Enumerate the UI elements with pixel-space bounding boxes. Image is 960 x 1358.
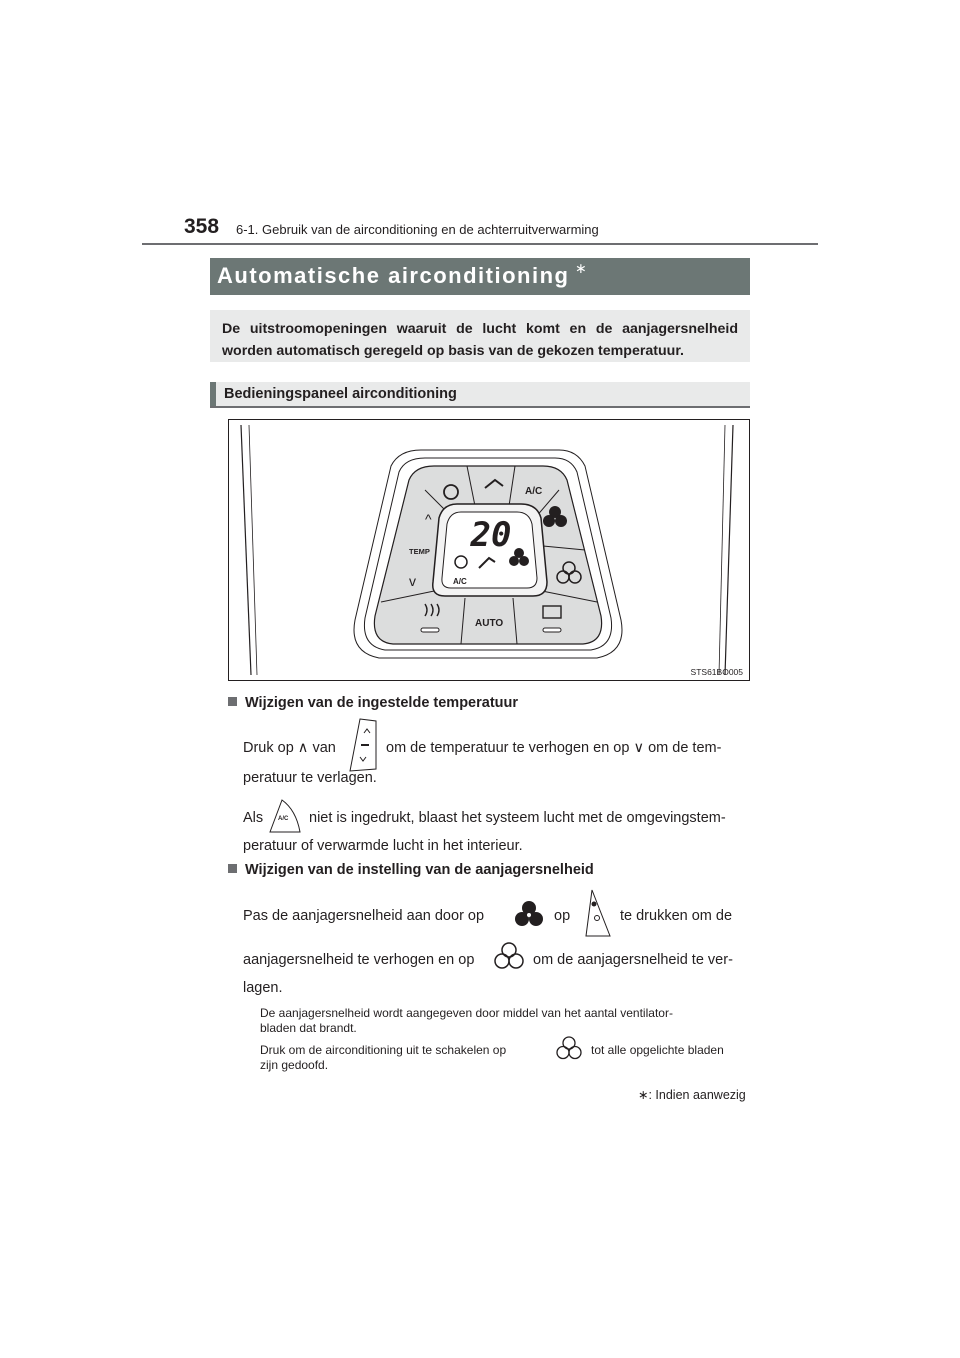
bullet-square xyxy=(228,864,237,873)
fan-p2-part-b: om de aanjagersnelheid te ver- xyxy=(533,952,733,968)
control-panel-figure xyxy=(228,419,750,681)
fan-note2-line1b: tot alle opgelichte bladen xyxy=(591,1043,724,1057)
temp-p1-part-c: peratuur te verlagen. xyxy=(243,770,377,786)
svg-text:A/C: A/C xyxy=(278,816,289,822)
temp-label: TEMP xyxy=(409,547,430,556)
intro-box xyxy=(210,310,750,362)
intro-line-2: worden automatisch geregeld op basis van de gekozen temperatuur. xyxy=(222,343,684,359)
ac-button-label: A/C xyxy=(525,486,543,497)
fan-outline-icon xyxy=(492,940,526,974)
fan-heading xyxy=(228,862,594,878)
temp-up-icon: ^ xyxy=(425,511,432,527)
fan-p2-part-c: lagen. xyxy=(243,980,283,996)
fan-p2-part-a: aanjagersnelheid te verhogen en op xyxy=(243,952,475,968)
header-rule xyxy=(142,243,818,245)
fan-note2-line1a: Druk om de airconditioning uit te schakelen op xyxy=(260,1043,507,1057)
bullet-square xyxy=(228,697,237,706)
subsection-title: Bedieningspaneel airconditioning xyxy=(224,386,457,402)
subsection-marker xyxy=(210,382,216,406)
display-ac-label: A/C xyxy=(453,577,467,586)
display-temperature: 20 xyxy=(470,515,512,555)
chapter-title: 6-1. Gebruik van de airconditioning en de achterruitverwarming xyxy=(236,222,599,237)
temp-p2-part-a: Als xyxy=(243,810,264,826)
front-defrost-indicator xyxy=(421,628,439,632)
temperature-heading xyxy=(228,695,518,711)
section-asterisk: ∗ xyxy=(575,260,587,276)
fan-p1-part-c: te drukken om de xyxy=(620,908,733,924)
rear-defogger-indicator xyxy=(543,628,561,632)
section-title: Automatische airconditioning xyxy=(217,263,570,288)
temp-p2-part-c: peratuur of verwarmde lucht in het interieur. xyxy=(243,838,523,854)
temp-rocker-switch-icon xyxy=(346,717,380,773)
auto-button-label: AUTO xyxy=(475,618,504,629)
fan-filled-icon xyxy=(512,898,546,932)
page-number: 358 xyxy=(184,215,220,238)
temp-p2-part-b: niet is ingedrukt, blaast het systeem lucht met de omgevingstem- xyxy=(309,810,726,826)
fan-note1-line1: De aanjagersnelheid wordt aangegeven door middel van het aantal ventilator- xyxy=(260,1006,673,1020)
fan-rocker-switch-icon xyxy=(582,888,614,938)
subsection-bar xyxy=(210,382,750,408)
temp-p1-part-b: om de temperatuur te verhogen en op ∨ om de tem- xyxy=(386,740,722,756)
temp-down-icon: v xyxy=(409,573,416,589)
temp-p1-part-a: Druk op ∧ van xyxy=(243,740,336,756)
fan-p1-part-b: op xyxy=(554,908,571,924)
fan-heading-text: Wijzigen van de instelling van de aanjagersnelheid xyxy=(245,862,594,878)
fan-outline-small-icon xyxy=(554,1034,584,1064)
temperature-heading-text: Wijzigen van de ingestelde temperatuur xyxy=(245,695,519,711)
fan-note1-line2: bladen dat brandt. xyxy=(260,1021,357,1035)
footnote: ∗: Indien aanwezig xyxy=(638,1088,746,1102)
figure-code: STS61BO005 xyxy=(690,667,743,677)
ac-button-icon xyxy=(266,798,302,834)
fan-p1-part-a: Pas de aanjagersnelheid aan door op xyxy=(243,908,485,924)
section-title-bar xyxy=(210,258,750,295)
control-panel-illustration xyxy=(229,420,749,680)
intro-line-1: De uitstroomopeningen waaruit de lucht komt en de aanjagersnelheid xyxy=(222,321,738,337)
fan-note2-line2: zijn gedoofd. xyxy=(260,1058,329,1072)
